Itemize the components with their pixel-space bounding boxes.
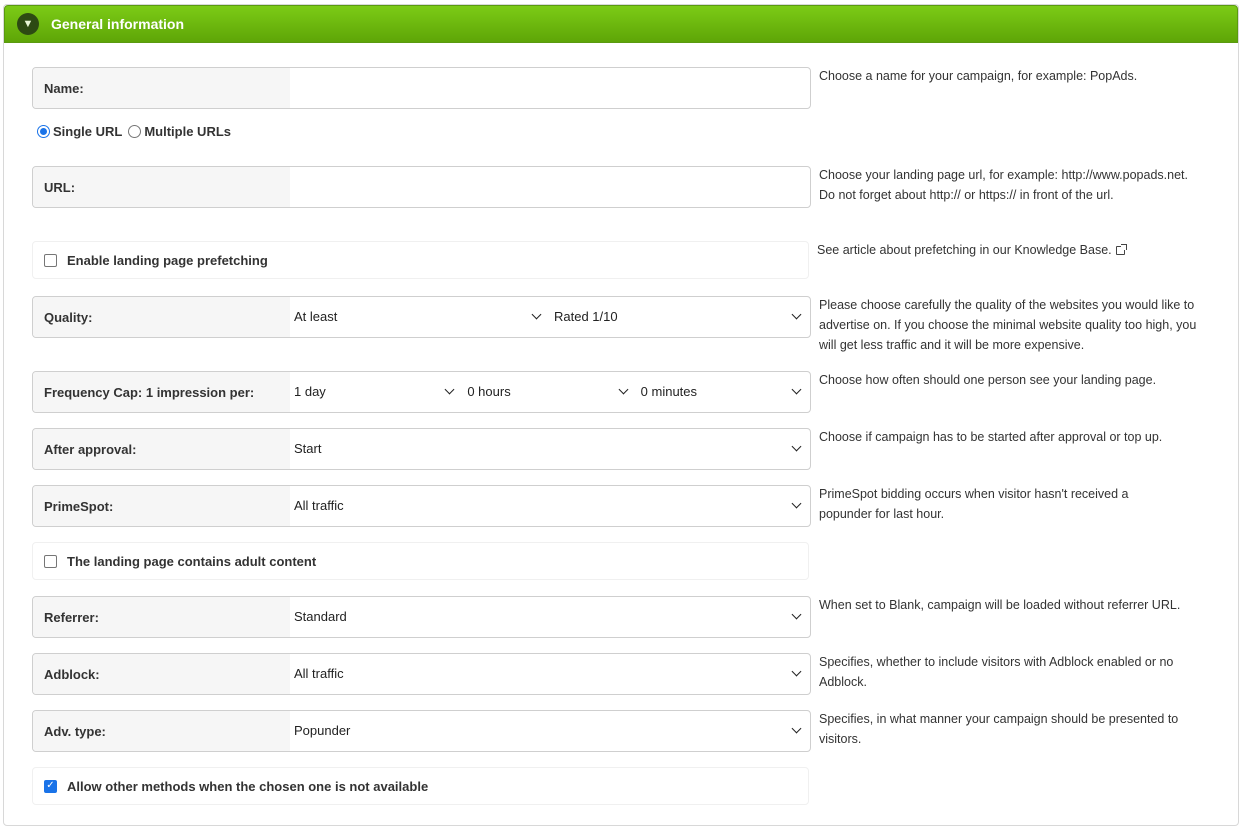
- primespot-help: PrimeSpot bidding occurs when visitor hasn't received a popunder for last hour.: [819, 487, 1129, 521]
- frequency-row: [32, 371, 811, 413]
- url-label: URL:: [33, 167, 290, 207]
- after-approval-help: Choose if campaign has to be started after approval or top up.: [819, 430, 1163, 444]
- after-approval-row: [32, 428, 811, 470]
- frequency-days-select[interactable]: [290, 372, 463, 412]
- primespot-row: [32, 485, 811, 527]
- quality-comparison-select[interactable]: [290, 297, 550, 337]
- adv-type-row: [32, 710, 811, 752]
- adv-type-select[interactable]: [290, 711, 810, 751]
- chevron-down-icon: [792, 441, 802, 451]
- quality-label: Quality:: [33, 297, 290, 337]
- allow-other-methods-checkbox[interactable]: ✓: [44, 780, 57, 793]
- name-row: [32, 67, 811, 109]
- referrer-row: [32, 596, 811, 638]
- quality-rating-value: Rated 1/10: [554, 308, 618, 324]
- allow-other-methods-row: [32, 767, 809, 805]
- chevron-down-icon: [792, 309, 802, 319]
- adult-content-label[interactable]: The landing page contains adult content: [67, 553, 317, 569]
- external-link-icon[interactable]: [1116, 246, 1125, 255]
- prefetch-help-link[interactable]: See article about prefetching in our Knowledge Base.: [817, 243, 1112, 257]
- referrer-value: Standard: [294, 608, 347, 624]
- chevron-down-icon: [792, 384, 802, 394]
- single-url-radio[interactable]: [37, 125, 50, 138]
- referrer-label: Referrer:: [33, 597, 290, 637]
- primespot-select[interactable]: [290, 486, 810, 526]
- quality-row: [32, 296, 811, 338]
- multiple-urls-label[interactable]: Multiple URLs: [144, 124, 232, 139]
- after-approval-value: Start: [294, 440, 322, 456]
- adult-content-row: [32, 542, 809, 580]
- prefetch-help: [817, 240, 1207, 260]
- single-url-label[interactable]: Single URL: [53, 124, 123, 139]
- primespot-label: PrimeSpot:: [33, 486, 290, 526]
- name-help: Choose a name for your campaign, for example: PopAds.: [819, 69, 1138, 83]
- prefetch-label[interactable]: Enable landing page prefetching: [67, 252, 268, 268]
- frequency-hours-value: 0 hours: [467, 383, 511, 399]
- chevron-down-icon: [792, 666, 802, 676]
- chevron-down-icon: [792, 609, 802, 619]
- adblock-label: Adblock:: [33, 654, 290, 694]
- referrer-help: When set to Blank, campaign will be loaded without referrer URL.: [819, 598, 1181, 612]
- name-label: Name:: [33, 68, 290, 108]
- adblock-help: Specifies, whether to include visitors with Adblock enabled or no Adblock.: [819, 655, 1174, 689]
- after-approval-select[interactable]: [290, 429, 810, 469]
- frequency-days-value: 1 day: [294, 383, 326, 399]
- adv-type-label: Adv. type:: [33, 711, 290, 751]
- chevron-down-icon: [445, 384, 455, 394]
- quality-comparison-value: At least: [294, 308, 338, 324]
- url-input[interactable]: [290, 167, 810, 207]
- prefetch-checkbox[interactable]: [44, 254, 57, 267]
- allow-other-methods-label[interactable]: Allow other methods when the chosen one is not available: [67, 778, 429, 794]
- panel-title: General information: [51, 16, 185, 32]
- panel-header[interactable]: [4, 5, 1238, 43]
- prefetch-row: [32, 241, 809, 279]
- chevron-down-icon: [618, 384, 628, 394]
- frequency-hours-select[interactable]: [463, 372, 636, 412]
- quality-help: Please choose carefully the quality of the websites you would like to advertise on. If you choose the minimal website quality too high, you will get less traffic and it will be more expensive.: [819, 298, 1197, 352]
- adblock-select[interactable]: [290, 654, 810, 694]
- multiple-urls-radio[interactable]: [128, 125, 141, 138]
- referrer-select[interactable]: [290, 597, 810, 637]
- primespot-value: All traffic: [294, 497, 344, 513]
- frequency-label: Frequency Cap: 1 impression per:: [33, 372, 290, 412]
- chevron-down-icon: [792, 723, 802, 733]
- chevron-down-icon: [792, 498, 802, 508]
- frequency-help: Choose how often should one person see your landing page.: [819, 373, 1157, 387]
- adv-type-value: Popunder: [294, 722, 351, 738]
- triangle-down-icon[interactable]: ▼: [17, 13, 39, 35]
- adv-type-help: Specifies, in what manner your campaign should be presented to visitors.: [819, 712, 1179, 746]
- quality-rating-select[interactable]: [550, 297, 810, 337]
- adult-content-checkbox[interactable]: [44, 555, 57, 568]
- adblock-value: All traffic: [294, 665, 344, 681]
- name-input[interactable]: [290, 68, 810, 108]
- url-help: Choose your landing page url, for example: http://www.popads.net. Do not forget about http:// or https:// in front of the url.: [819, 168, 1188, 202]
- url-row: [32, 166, 811, 208]
- frequency-minutes-select[interactable]: [637, 372, 810, 412]
- chevron-down-icon: [532, 309, 542, 319]
- url-mode-radios: [37, 124, 231, 139]
- frequency-minutes-value: 0 minutes: [640, 383, 698, 399]
- adblock-row: [32, 653, 811, 695]
- after-approval-label: After approval:: [33, 429, 290, 469]
